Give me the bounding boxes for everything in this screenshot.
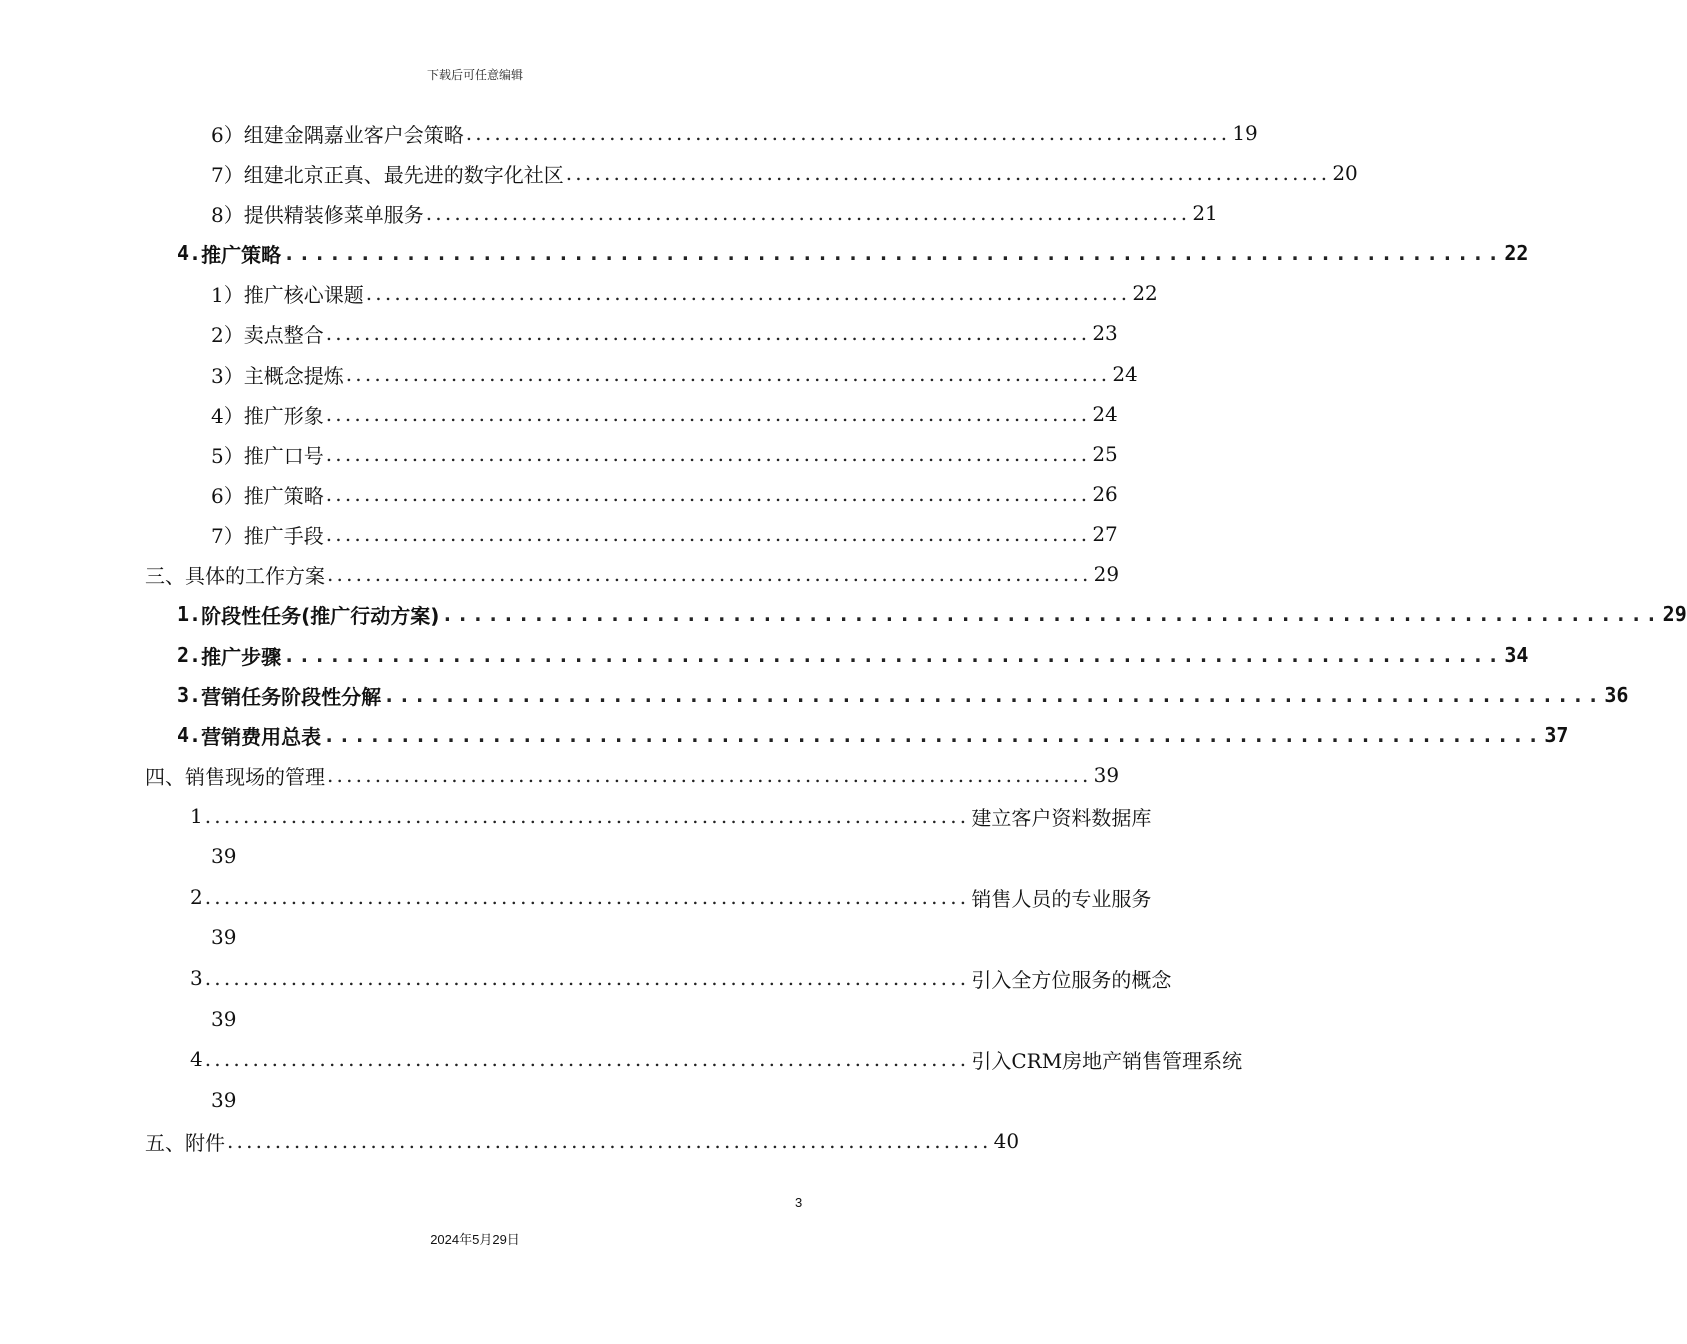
toc-leader: ................................................................................ bbox=[465, 121, 1231, 145]
toc-entry[interactable] bbox=[211, 118, 1258, 148]
toc-entry-level2[interactable] bbox=[177, 680, 1629, 710]
toc-leader: ................................................................................ bbox=[204, 1047, 970, 1071]
footer-date: 2024年5月29日 bbox=[430, 1232, 520, 1247]
toc-entry-page: 29 bbox=[1662, 602, 1687, 626]
toc-leader: ................................................................................ bbox=[383, 683, 1603, 707]
toc-entry-page: 40 bbox=[993, 1129, 1020, 1153]
toc-entry-number: 3） bbox=[211, 363, 244, 388]
toc-entry-level2[interactable] bbox=[177, 238, 1529, 268]
toc-entry-number: 五、 bbox=[145, 1130, 185, 1155]
toc-entry-title: 营销任务阶段性分解 bbox=[201, 684, 382, 709]
toc-entry-page: 24 bbox=[1092, 402, 1118, 426]
toc-entry-section[interactable] bbox=[145, 760, 1120, 790]
toc-entry-number: 2. bbox=[177, 643, 202, 667]
toc-entry-title: 引入全方位服务的概念 bbox=[971, 967, 1172, 992]
toc-entry-page: 22 bbox=[1132, 281, 1158, 305]
toc-entry-page: 19 bbox=[1232, 121, 1258, 145]
toc-leader: ................................................................................ bbox=[204, 804, 970, 828]
toc-entry-title: 提供精装修菜单服务 bbox=[243, 202, 424, 227]
toc-entry-section[interactable] bbox=[145, 1126, 1020, 1156]
toc-entry-number: 三、 bbox=[145, 563, 185, 588]
toc-entry[interactable] bbox=[211, 479, 1118, 509]
toc-entry-wrapped[interactable] bbox=[190, 963, 1172, 993]
toc-entry-page: 34 bbox=[1504, 643, 1529, 667]
toc-entry-title: 推广核心课题 bbox=[243, 282, 364, 307]
toc-leader: ................................................................................ bbox=[441, 602, 1661, 626]
toc-entry[interactable] bbox=[211, 318, 1118, 348]
toc-entry-number: 3. bbox=[177, 683, 202, 707]
toc-entry-page: 22 bbox=[1504, 241, 1529, 265]
toc-leader: ................................................................................ bbox=[325, 402, 1091, 426]
toc-entry-title: 推广口号 bbox=[243, 443, 324, 468]
toc-entry-title: 销售人员的专业服务 bbox=[971, 886, 1152, 911]
toc-leader: ................................................................................ bbox=[204, 966, 970, 990]
toc-leader: ................................................................................ bbox=[325, 522, 1091, 546]
toc-entry-page: 39 bbox=[211, 844, 237, 868]
toc-entry-number: 7） bbox=[211, 523, 244, 548]
toc-leader: ................................................................................ bbox=[325, 321, 1091, 345]
toc-entry-number: 1 bbox=[190, 804, 203, 828]
toc-leader: ................................................................................ bbox=[283, 241, 1503, 265]
toc-entry-number: 四、 bbox=[145, 764, 185, 789]
toc-entry-page: 20 bbox=[1332, 161, 1358, 185]
toc-leader: ................................................................................ bbox=[345, 362, 1111, 386]
toc-entry-page: 36 bbox=[1604, 683, 1629, 707]
toc-entry[interactable] bbox=[211, 359, 1138, 389]
toc-entry-number: 4. bbox=[177, 723, 202, 747]
toc-entry-number: 4. bbox=[177, 241, 202, 265]
toc-leader: ................................................................................ bbox=[425, 201, 1191, 225]
toc-entry[interactable] bbox=[211, 399, 1118, 429]
toc-entry-number: 2） bbox=[211, 322, 244, 347]
toc-entry-page: 23 bbox=[1092, 321, 1118, 345]
toc-entry-page: 39 bbox=[211, 925, 237, 949]
toc-entry-page: 21 bbox=[1192, 201, 1218, 225]
toc-entry-number: 4 bbox=[190, 1047, 203, 1071]
toc-entry[interactable] bbox=[211, 519, 1118, 549]
toc-entry-number: 7） bbox=[211, 162, 244, 187]
toc-entry-level2[interactable] bbox=[177, 720, 1569, 750]
toc-entry-page: 24 bbox=[1112, 362, 1138, 386]
toc-entry-page: 39 bbox=[1093, 763, 1120, 787]
toc-leader: ................................................................................ bbox=[323, 723, 1543, 747]
toc-entry-number: 6） bbox=[211, 122, 244, 147]
toc-entry-title: 卖点整合 bbox=[243, 322, 324, 347]
toc-entry-title: 组建金隅嘉业客户会策略 bbox=[243, 122, 464, 147]
toc-entry-title: 推广形象 bbox=[243, 403, 324, 428]
toc-leader: ................................................................................ bbox=[325, 482, 1091, 506]
toc-leader: ................................................................................ bbox=[227, 1129, 992, 1153]
toc-entry-title: 组建北京正真、最先进的数字化社区 bbox=[243, 162, 564, 187]
toc-entry-level2[interactable] bbox=[177, 640, 1529, 670]
toc-entry-number: 8） bbox=[211, 202, 244, 227]
toc-entry-wrapped[interactable] bbox=[190, 882, 1152, 912]
toc-entry-title: 阶段性任务(推广行动方案) bbox=[201, 603, 440, 628]
toc-entry-title: 推广策略 bbox=[201, 242, 282, 267]
toc-leader: ................................................................................ bbox=[204, 885, 970, 909]
toc-entry-page: 39 bbox=[211, 1088, 237, 1112]
toc-entry-title: 推广步骤 bbox=[201, 644, 282, 669]
toc-leader: ................................................................................ bbox=[283, 643, 1503, 667]
toc-entry-page: 26 bbox=[1092, 482, 1118, 506]
page-number: 3 bbox=[795, 1195, 803, 1210]
toc-entry-number: 3 bbox=[190, 966, 203, 990]
toc-entry-title: 建立客户资料数据库 bbox=[971, 805, 1152, 830]
toc-entry-title: 推广策略 bbox=[243, 483, 324, 508]
toc-leader: ................................................................................ bbox=[327, 562, 1092, 586]
toc-entry-number: 1. bbox=[177, 602, 202, 626]
toc-entry-wrapped[interactable] bbox=[190, 801, 1152, 831]
toc-entry-number: 2 bbox=[190, 885, 203, 909]
toc-entry-title: 主概念提炼 bbox=[243, 363, 344, 388]
toc-entry-page: 39 bbox=[211, 1007, 237, 1031]
toc-entry-number: 1） bbox=[211, 282, 244, 307]
toc-leader: ................................................................................ bbox=[565, 161, 1331, 185]
toc-entry-number: 5） bbox=[211, 443, 244, 468]
toc-entry[interactable] bbox=[211, 158, 1358, 188]
toc-entry[interactable] bbox=[211, 198, 1218, 228]
toc-entry-page: 27 bbox=[1092, 522, 1118, 546]
toc-entry-page: 37 bbox=[1544, 723, 1569, 747]
toc-entry-number: 6） bbox=[211, 483, 244, 508]
toc-entry-section[interactable] bbox=[145, 559, 1120, 589]
toc-leader: ................................................................................ bbox=[325, 442, 1091, 466]
toc-entry-page: 25 bbox=[1092, 442, 1118, 466]
toc-entry-level2[interactable] bbox=[177, 599, 1687, 629]
header-note: 下载后可任意编辑 bbox=[426, 68, 523, 82]
toc-entry-title: 推广手段 bbox=[243, 523, 324, 548]
toc-entry[interactable] bbox=[211, 278, 1158, 308]
toc-leader: ................................................................................ bbox=[365, 281, 1131, 305]
toc-entry-title: 具体的工作方案 bbox=[185, 563, 325, 588]
toc-entry-title: 附件 bbox=[185, 1130, 225, 1155]
toc-entry-wrapped[interactable] bbox=[190, 1044, 1243, 1074]
toc-entry[interactable] bbox=[211, 439, 1118, 469]
toc-entry-number: 4） bbox=[211, 403, 244, 428]
toc-entry-title: 营销费用总表 bbox=[201, 724, 322, 749]
toc-entry-title: 销售现场的管理 bbox=[185, 764, 325, 789]
toc-entry-page: 29 bbox=[1093, 562, 1120, 586]
toc-leader: ................................................................................ bbox=[327, 763, 1092, 787]
toc-entry-title: 引入CRM房地产销售管理系统 bbox=[971, 1048, 1243, 1073]
